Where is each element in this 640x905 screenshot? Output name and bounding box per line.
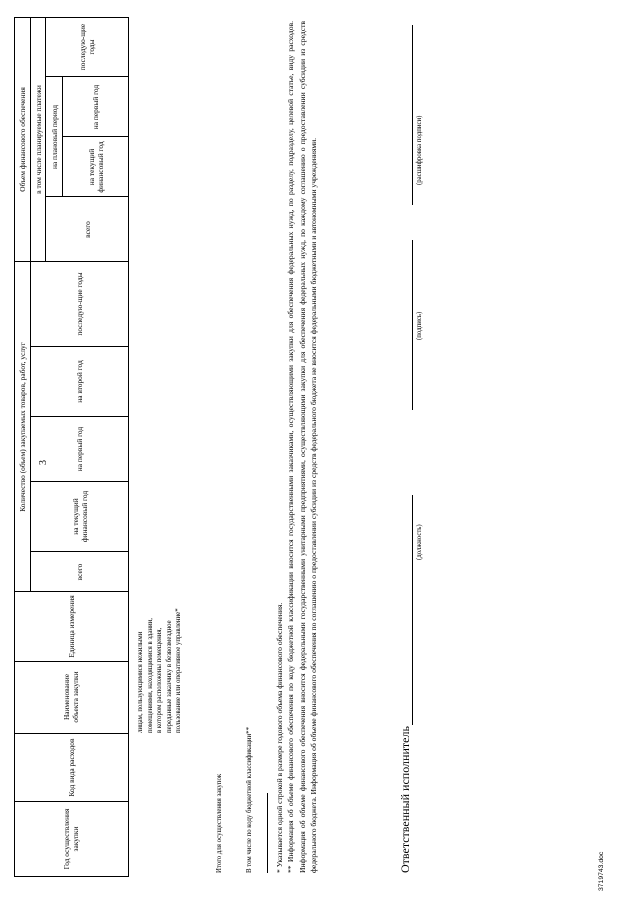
table-row-text [136,493,184,733]
bcc-label: В том числе по коду бюджетной классификации** [246,727,253,873]
header-fund-total: всего [82,221,92,238]
page-number: 3 [38,460,49,465]
table-line [45,196,129,197]
header-quantity-group: Количество (объем) закупаемых товаров, работ, услуг [17,342,27,512]
header-fund-current-year: на текущий финансовый год [86,141,105,193]
table-border-left [14,876,129,877]
header-funding-group: Объем финансового обеспечения [17,87,27,192]
header-qty-next-years: последую-щие годы [75,272,84,336]
header-fund-next-years: последую-щие годы [78,23,96,71]
header-unit: Единица измерения [66,595,76,658]
table-line [62,136,129,137]
footnotes [274,21,320,873]
position-caption: (должность) [416,524,423,560]
header-planning-period: на плановый период [49,104,59,170]
header-qty-first-year: на первый год [75,426,84,472]
table-line [30,346,129,347]
total-label: Итого для осуществления закупок [216,773,223,873]
table-line [14,591,129,592]
table-border-bottom [128,17,129,877]
table-line [14,733,129,734]
file-name: 3719743.doc [598,851,605,891]
table-line [30,551,129,552]
table-line [14,261,129,262]
header-planned-payments: в том числе планируемые платежи [33,85,43,194]
signature-line [412,240,413,410]
table-line [30,416,129,417]
table-line [14,801,129,802]
table-line [30,481,129,482]
table-line [14,661,129,662]
header-object-name: Наименование объекта закупки [62,671,80,723]
row-text-line: пользование или оперативное управление* [175,608,183,733]
row-text-line: помещениями, находящимися в здании, [146,617,154,733]
row-text-line: в котором расположены помещения, [156,627,164,733]
row-text-line: переданные заказчику в безвозмездное [165,620,173,733]
header-fund-first-year: на первый год [91,84,100,130]
header-year: Год осуществления закупки [62,808,80,870]
table-line [45,76,129,77]
header-qty-second-year: на второй год [75,360,84,403]
decryption-line [412,25,413,205]
footnote-1: * Указывается одной строкой в размере годового объема финансового обеспечения. [275,602,284,873]
position-line [412,495,413,725]
header-qty-current-year: на текущий финансовый год [70,490,89,543]
header-expense-code: Код вида расходов [66,738,76,797]
header-qty-total: всего [75,563,84,581]
footnote-separator [267,793,268,873]
footnote-2: ** Информация об объеме финансового обеспечения по коду бюджетной классификации вносится государственными заказчиками, осуществляющими закупки для обеспечения федеральных нужд, по разделу, подразделу, целевой статье, виду расходов. Информация об объеме финансового обеспечения вносится федеральными государственными унитарными предприятиями, осуществляющими закупки для обеспечения федеральных нужд, по каждому соглашению о предоставлении субсидии из средств федерального бюджета. Информация об объеме финансового обеспечения по соглашению о предоставлении субсидии из средств федерального бюджета не вносится федеральными бюджетными и автономными учреждениями. [286,21,319,873]
row-text-line: лицам, пользующимися нежилыми [137,631,144,733]
responsible-executor-label: Ответственный исполнитель [398,726,412,873]
procurement-table [14,17,129,877]
signature-caption: (подпись) [416,311,423,340]
decryption-caption: (расшифровка подписи) [416,115,423,185]
